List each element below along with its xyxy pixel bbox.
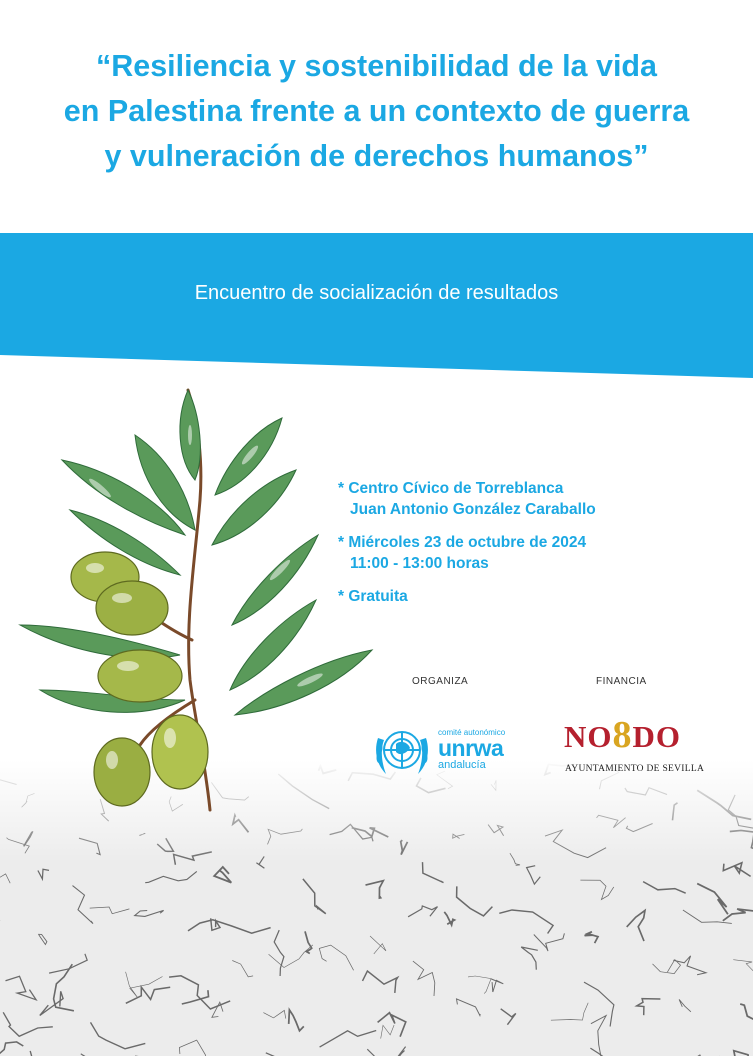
ayuntamiento-caption: AYUNTAMIENTO DE SEVILLA xyxy=(565,764,705,774)
no8do-logo-do: DO xyxy=(632,719,681,754)
title-line-1: “Resiliencia y sostenibilidad de la vida xyxy=(95,49,658,83)
no8do-logo-no: NO xyxy=(564,719,613,754)
event-details xyxy=(338,478,596,619)
organiza-label: ORGANIZA xyxy=(412,676,469,687)
detail-line: * Gratuita xyxy=(338,588,408,605)
detail-date xyxy=(338,532,596,574)
unrwa-logo-region: andalucía xyxy=(438,759,486,771)
no8do-logo-eight: 8 xyxy=(612,714,633,756)
detail-line: * Centro Cívico de Torreblanca xyxy=(338,480,564,497)
title-line-3: y vulneración de derechos humanos” xyxy=(104,139,649,173)
event-subtitle: Encuentro de socialización de resultados xyxy=(194,282,559,304)
no8do-logo xyxy=(564,713,681,757)
unrwa-logo-small: comité autonómico xyxy=(438,728,506,737)
unrwa-logo-name: unrwa xyxy=(438,735,504,761)
unrwa-logo xyxy=(438,728,505,771)
detail-price xyxy=(338,586,596,607)
title-line-2: en Palestina frente a un contexto de guerra xyxy=(63,94,690,128)
detail-line: 11:00 - 13:00 horas xyxy=(350,555,489,572)
un-emblem-icon xyxy=(370,720,434,784)
detail-location xyxy=(338,478,596,520)
financia-label: FINANCIA xyxy=(596,676,647,687)
detail-line: Juan Antonio González Caraballo xyxy=(350,501,596,518)
detail-line: * Miércoles 23 de octubre de 2024 xyxy=(338,534,587,551)
